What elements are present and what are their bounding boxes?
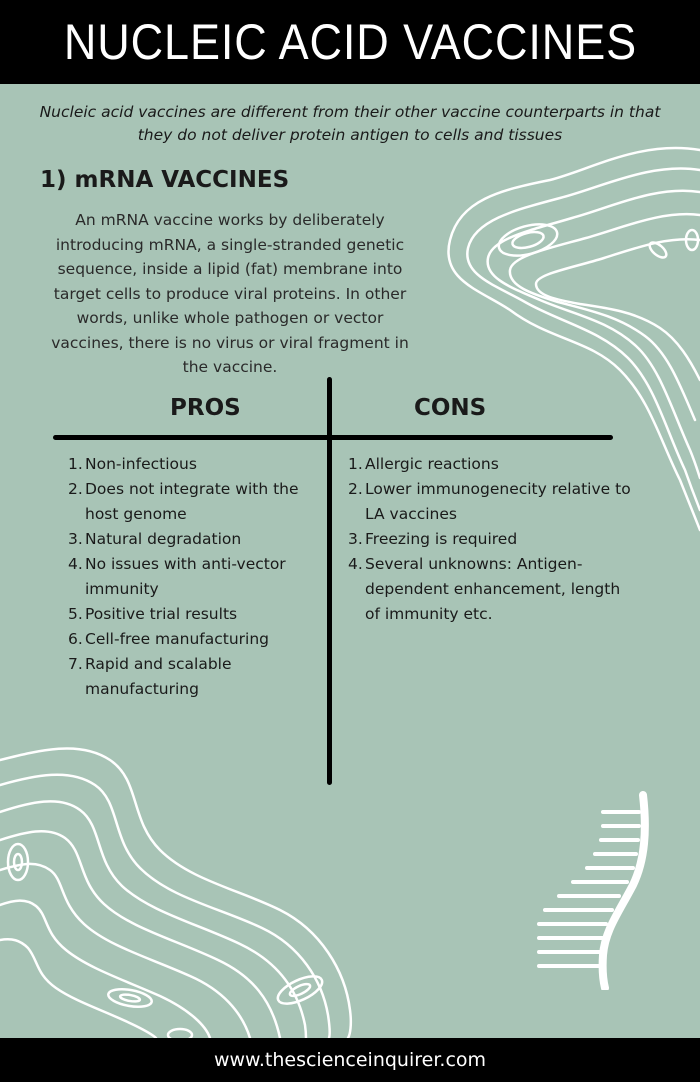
list-item-number: 2. <box>68 480 83 498</box>
list-item <box>68 552 320 602</box>
page-title: NUCLEIC ACID VACCINES <box>63 14 637 70</box>
list-item-number: 1. <box>68 455 83 473</box>
list-item-number: 3. <box>68 530 83 548</box>
list-item-number: 1. <box>348 455 363 473</box>
list-item-text: Cell-free manufacturing <box>85 630 270 648</box>
list-item-text: Does not integrate with the host genome <box>85 480 299 523</box>
topographic-lines-decor <box>0 740 370 1038</box>
list-item-text: Positive trial results <box>85 605 238 623</box>
list-item-number: 7. <box>68 655 83 673</box>
cons-header: CONS <box>414 395 487 421</box>
rna-strand-icon <box>535 790 660 990</box>
list-item-number: 4. <box>348 555 363 573</box>
list-item <box>348 452 638 477</box>
list-item-number: 6. <box>68 630 83 648</box>
section-description: An mRNA vaccine works by deliberately introducing mRNA, a single-stranded genetic sequence, inside a lipid (fat) membrane into target cells to produce viral proteins. In other words, unlike whole pathogen or vector vaccines, there is no virus or viral fragment in the vaccine. <box>51 211 409 376</box>
footer-url[interactable]: www.thescienceinquirer.com <box>213 1049 487 1071</box>
list-item-text: Lower immunogenecity relative to LA vaccines <box>365 480 631 523</box>
list-item-text: Rapid and scalable manufacturing <box>85 655 232 698</box>
header-bar <box>0 0 700 84</box>
list-item <box>68 527 320 552</box>
list-item <box>68 652 320 702</box>
section-title: 1) mRNA VACCINES <box>40 167 290 193</box>
list-item-text: Non-infectious <box>85 455 197 473</box>
list-item <box>68 602 320 627</box>
list-item-text: Allergic reactions <box>365 455 499 473</box>
list-item <box>68 477 320 527</box>
list-item-text: Freezing is required <box>365 530 518 548</box>
list-item-number: 5. <box>68 605 83 623</box>
pros-list <box>68 452 320 702</box>
list-item-text: Natural degradation <box>85 530 242 548</box>
list-item-number: 2. <box>348 480 363 498</box>
list-item <box>68 627 320 652</box>
table-horizontal-divider <box>53 435 613 440</box>
intro-text: Nucleic acid vaccines are different from their other vaccine counterparts in that they do not deliver protein antigen to cells and tissues <box>39 103 661 144</box>
footer-bar <box>0 1038 700 1082</box>
list-item-number: 3. <box>348 530 363 548</box>
list-item-text: No issues with anti-vector immunity <box>85 555 286 598</box>
list-item <box>348 527 638 552</box>
list-item-text: Several unknowns: Antigen-dependent enhancement, length of immunity etc. <box>365 555 621 623</box>
pros-header: PROS <box>170 395 241 421</box>
list-item <box>68 452 320 477</box>
list-item <box>348 552 638 627</box>
list-item <box>348 477 638 527</box>
list-item-number: 4. <box>68 555 83 573</box>
cons-list <box>348 452 638 627</box>
